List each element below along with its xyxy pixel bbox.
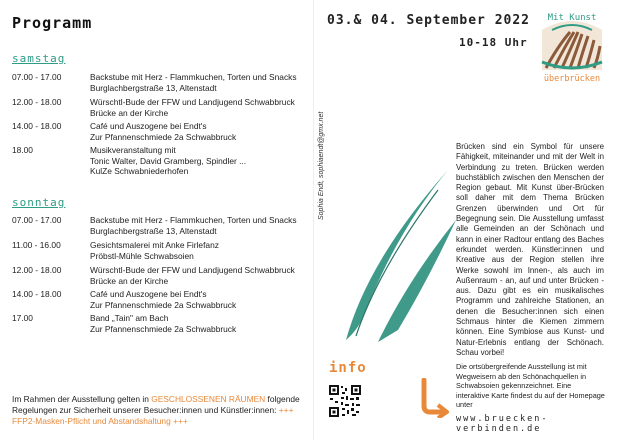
sun-event-5 [12,313,312,335]
event-line: Zur Pfannenschmiede 2a Schwabbruck [90,299,237,310]
info-text: Die ortsübergreifende Ausstellung ist mit Wegweisern ab den Schönachquellen in Schwabsoien gekennzeichnet. Eine interaktive Karte findest du auf der Homepage unter [456,362,605,410]
event-line: KulZe Schwabniederhofen [90,166,189,176]
program-title: Programm [12,14,93,32]
event-time: 07.00 - 17.00 [12,72,62,82]
contact-email[interactable]: Sophia Endt, sophiaendt@gmx.net [318,111,325,220]
sun-event-3 [12,265,312,287]
event-line: Pröbstl-Mühle Schwabsoien [90,250,194,261]
event-line: Café und Auszogene bei Endt's [90,121,207,131]
event-line: Band „Tain" am Bach [90,313,169,323]
event-time: 18.00 [12,145,33,155]
event-line: Zur Pfannenschmiede 2a Schwabbruck [90,323,237,334]
mit-kunst-logo [538,10,606,84]
event-time: 14.00 - 18.00 [12,289,62,299]
event-line: Burglachbergstraße 13, Altenstadt [90,82,217,93]
event-line: Zur Pfannenschmiede 2a Schwabbruck [90,131,237,142]
event-line: Backstube mit Herz - Flammkuchen, Torten und Snacks [90,215,297,225]
event-line: Café und Auszogene bei Endt's [90,289,207,299]
saturday-heading: samstag [12,52,66,65]
event-time: 12.00 - 18.00 [12,97,62,107]
event-time: 17.00 [12,313,33,323]
event-time: 12.00 - 18.00 [12,265,62,275]
qr-code-icon[interactable] [328,384,362,418]
notice-text: folgende Regelungen zur Sicherheit unserer Besucher:innen und Künstler:innen: [12,394,300,415]
website-link[interactable]: www.bruecken-verbinden.de [456,414,549,434]
logo-text-top: Mit Kunst [547,13,597,23]
notice-highlight: GESCHLOSSENEN RÄUMEN [151,394,266,404]
event-date: 03.& 04. September 2022 [327,13,531,28]
notice-highlight: +++ FFP2-Masken-Pflicht und Abstandshaltung +++ [12,405,294,426]
event-line: Musikveranstaltung mit [90,145,176,155]
safety-notice [12,394,312,427]
sat-event-4 [12,145,312,179]
event-time: 14.00 - 18.00 [12,121,62,131]
info-label: info [329,360,367,376]
event-line: Backstube mit Herz - Flammkuchen, Torten und Snacks [90,72,297,82]
event-line: Würschtl-Bude der FFW und Landjugend Schwabbruck [90,265,295,275]
event-description: Brücken sind ein Symbol für unsere Fähigkeit, miteinander und mit der Welt in Verbindung zu treten. Brücken werden buchstäblich zwischen den Menschen der Region gebaut. Mit Kunst über-Brücken soll daher mit dem Thema Brücken Grenzen überwinden und Ort für Begegnung sein. Die Ausstellung umfasst alle Gemeinden an der Schönach und kann in einer Radtour entlang des Baches erkundet werden. Künstler:innen und Kreative aus der Region stellen ihre Werke sowohl im Innen-, als auch im Außenraum - an, auf und unter Brücken - aus. Dazu gibt es ein musikalisches Programm und zahlreiche Stationen, an denen die Besucher:innen sich einen Schmaus hinter die Kiemen zimmern können. Eine Symbiose aus Kunst- und Natur-Erlebnis entlang der Schönach. Schau vorbei! [456,142,604,357]
arrow-icon [418,378,452,418]
sun-event-1 [12,215,312,237]
event-line: Brücke an der Kirche [90,107,169,118]
sat-event-1 [12,72,312,94]
event-time-range: 10-18 Uhr [459,36,528,49]
notice-text: Im Rahmen der Ausstellung gelten in [12,394,152,404]
event-time: 07.00 - 17.00 [12,215,62,225]
sat-event-3 [12,121,312,143]
sunday-heading: sonntag [12,196,66,209]
event-time: 11.00 - 16.00 [12,240,61,250]
leaf-illustration [338,160,458,350]
event-line: Tonic Walter, David Gramberg, Spindler ... [90,155,247,166]
event-line: Würschtl-Bude der FFW und Landjugend Schwabbruck [90,97,295,107]
sat-event-2 [12,97,312,119]
event-line: Burglachbergstraße 13, Altenstadt [90,225,217,236]
event-line: Gesichtsmalerei mit Anke Firlefanz [90,240,219,250]
sun-event-2 [12,240,312,262]
logo-text-bottom: überbrücken [543,74,601,84]
sun-event-4 [12,289,312,311]
event-line: Brücke an der Kirche [90,275,169,286]
